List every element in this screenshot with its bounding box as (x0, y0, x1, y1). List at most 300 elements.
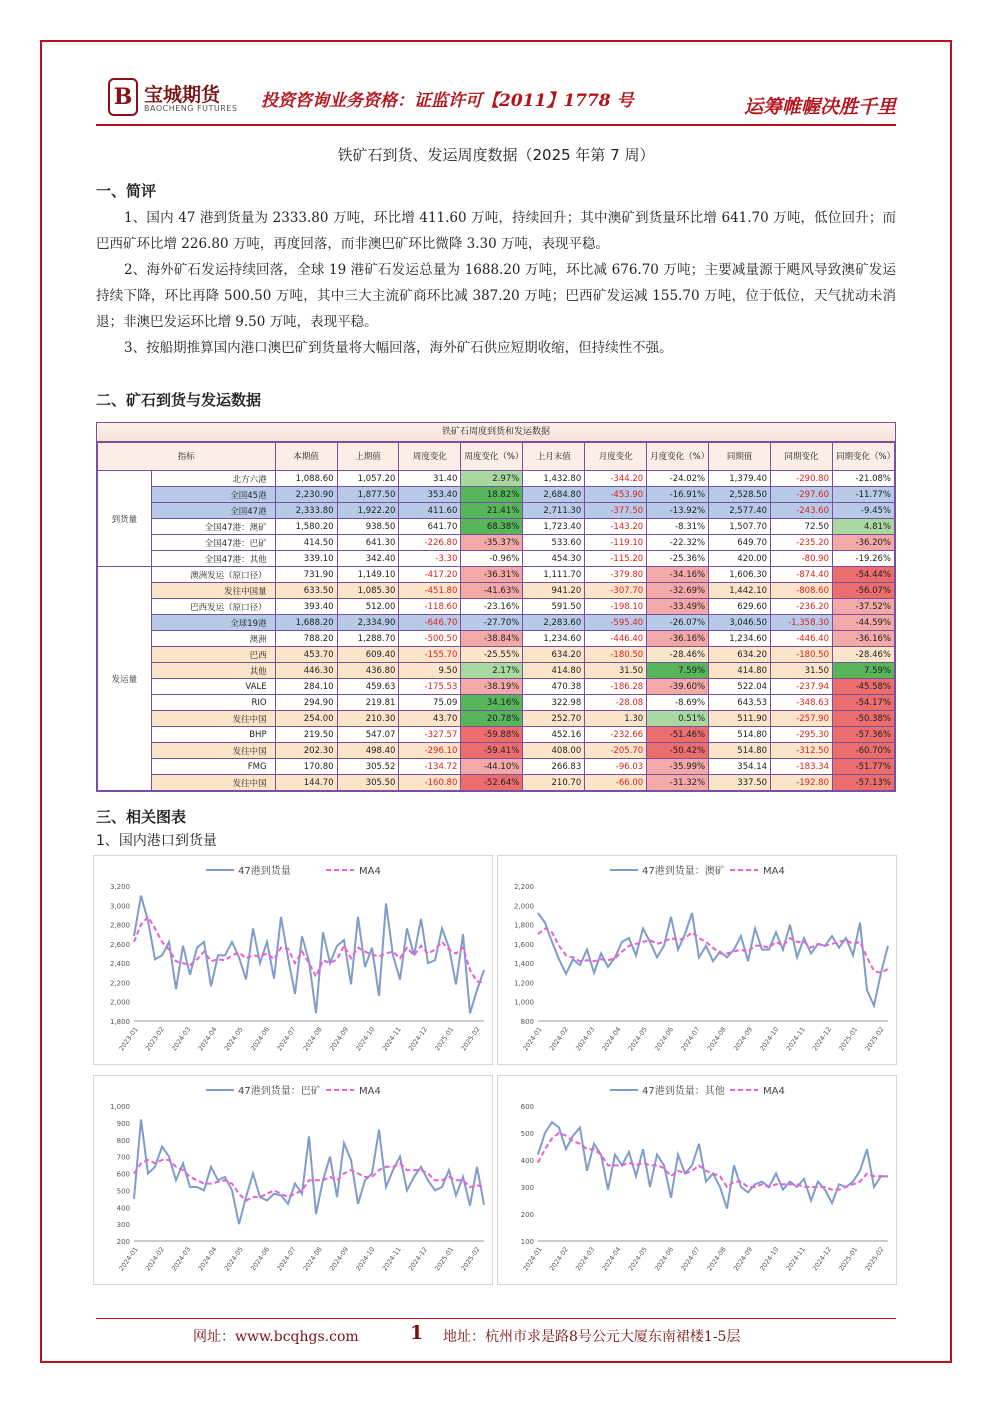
table-cell: 1,442.10 (709, 583, 771, 599)
column-header: 指标 (98, 443, 276, 471)
x-tick-label: 2024-12 (810, 1245, 834, 1273)
y-tick-label: 2,000 (109, 998, 130, 1007)
table-cell: -446.40 (771, 631, 833, 647)
y-tick-label: 2,200 (109, 979, 130, 988)
table-cell: 1.30 (585, 711, 647, 727)
table-cell: -38.84% (461, 631, 523, 647)
table-cell: 7.59% (833, 663, 895, 679)
x-tick-label: 2024-10 (354, 1245, 377, 1273)
table-cell: 2,528.50 (709, 487, 771, 503)
logo-mark-icon: B (108, 78, 138, 116)
table-cell: -205.70 (585, 743, 647, 759)
table-row (98, 759, 895, 775)
table-cell: 170.80 (275, 759, 337, 775)
table-cell: -874.40 (771, 567, 833, 583)
chart-legend (206, 864, 381, 877)
table-cell: 210.30 (337, 711, 399, 727)
table-cell: 414.50 (275, 535, 337, 551)
table-cell: 731.90 (275, 567, 337, 583)
company-motto: 运筹帷幄决胜千里 (743, 96, 896, 118)
x-tick-label: 2024-09 (731, 1025, 755, 1053)
table-cell: -38.19% (461, 679, 523, 695)
table-caption: 铁矿石周度到货和发运数据 (97, 423, 895, 442)
table-cell: 7.59% (647, 663, 709, 679)
table-cell: -44.59% (833, 615, 895, 631)
column-header: 上期值 (337, 443, 399, 471)
y-tick-label: 2,200 (513, 883, 534, 891)
table-cell: -290.80 (771, 471, 833, 487)
table-cell: 1,234.60 (523, 631, 585, 647)
logo-name-en: BAOCHENG FUTURES (144, 104, 238, 113)
table-cell: -235.20 (771, 535, 833, 551)
table-cell: 3,046.50 (709, 615, 771, 631)
y-tick-label: 3,000 (109, 902, 130, 911)
ma4-line (134, 917, 484, 983)
table-cell: 2,333.80 (275, 503, 337, 519)
x-tick-label: 2024-06 (653, 1025, 676, 1053)
table-cell: -237.94 (771, 679, 833, 695)
table-cell: -155.70 (399, 647, 461, 663)
x-tick-label: 2024-11 (380, 1025, 403, 1053)
table-cell: 522.04 (709, 679, 771, 695)
table-row (98, 535, 895, 551)
header-divider (96, 124, 896, 126)
row-label: 全国47港 (151, 503, 275, 519)
table-cell: -66.00 (585, 775, 647, 791)
row-label: 发往中国 (151, 711, 275, 727)
company-logo (108, 78, 238, 118)
x-tick-label: 2024-04 (600, 1025, 623, 1053)
table-cell: 219.50 (275, 727, 337, 743)
table-cell: -175.53 (399, 679, 461, 695)
row-label: 全国45港 (151, 487, 275, 503)
table-row (98, 471, 895, 487)
table-cell: 436.80 (337, 663, 399, 679)
x-tick-label: 2025-01 (837, 1025, 860, 1053)
table-cell: -41.63% (461, 583, 523, 599)
table-cell: -143.20 (585, 519, 647, 535)
table-cell: 20.78% (461, 711, 523, 727)
table-cell: -13.92% (647, 503, 709, 519)
table-cell: 2.97% (461, 471, 523, 487)
x-tick-label: 2024-04 (196, 1245, 219, 1273)
column-header: 周度变化（%） (461, 443, 523, 471)
y-tick-label: 200 (116, 1238, 130, 1246)
table-cell: 629.60 (709, 599, 771, 615)
table-cell: -296.10 (399, 743, 461, 759)
table-cell: 0.51% (647, 711, 709, 727)
legend-label-series: 47港到货量：巴矿 (238, 1086, 321, 1097)
x-tick-label: 2024-10 (758, 1025, 781, 1053)
x-tick-label: 2024-08 (705, 1025, 728, 1053)
table-cell: 1,111.70 (523, 567, 585, 583)
table-cell: -379.80 (585, 567, 647, 583)
table-cell: -23.16% (461, 599, 523, 615)
x-tick-label: 2024-08 (301, 1025, 324, 1053)
table-cell: 470.38 (523, 679, 585, 695)
table-cell: 1,723.40 (523, 519, 585, 535)
table-cell: 337.50 (709, 775, 771, 791)
y-tick-label: 500 (520, 1130, 534, 1138)
y-tick-label: 600 (116, 1170, 130, 1179)
y-tick-label: 800 (520, 1018, 534, 1026)
table-cell: -59.41% (461, 743, 523, 759)
table-cell: 305.52 (337, 759, 399, 775)
y-tick-label: 3,200 (109, 883, 130, 891)
table-cell: -183.34 (771, 759, 833, 775)
x-tick-label: 2024-11 (784, 1245, 807, 1273)
table-cell: -446.40 (585, 631, 647, 647)
x-tick-label: 2025-02 (863, 1245, 886, 1273)
table-cell: 4.81% (833, 519, 895, 535)
section-2-heading: 二、矿石到货与发运数据 (96, 391, 262, 409)
table-cell: 1,877.50 (337, 487, 399, 503)
page-number: 1 (410, 1322, 424, 1344)
x-tick-label: 2024-06 (653, 1245, 676, 1273)
table-cell: -16.91% (647, 487, 709, 503)
y-tick-label: 600 (520, 1103, 534, 1111)
table-cell: -36.20% (833, 535, 895, 551)
y-tick-label: 1,000 (109, 1103, 130, 1111)
ma4-line (538, 1133, 888, 1190)
table-cell: -134.72 (399, 759, 461, 775)
table-cell: 144.70 (275, 775, 337, 791)
subsection-heading: 1、国内港口到货量 (96, 833, 217, 849)
x-tick-label: 2025-01 (837, 1245, 860, 1273)
table-cell: -312.50 (771, 743, 833, 759)
y-tick-label: 900 (116, 1119, 130, 1128)
row-label: 澳洲 (151, 631, 275, 647)
table-cell: -417.20 (399, 567, 461, 583)
table-cell: -192.80 (771, 775, 833, 791)
table-cell: 21.41% (461, 503, 523, 519)
series-line (538, 1122, 888, 1208)
table-cell: 514.80 (709, 727, 771, 743)
table-cell: 634.20 (709, 647, 771, 663)
legend-label-ma4: MA4 (763, 1086, 785, 1097)
legend-label-ma4: MA4 (763, 866, 785, 877)
x-tick-label: 2024-09 (731, 1245, 755, 1273)
y-tick-label: 1,800 (109, 1018, 130, 1026)
table-cell: -57.36% (833, 727, 895, 743)
table-row (98, 695, 895, 711)
row-label: 全球19港 (151, 615, 275, 631)
x-tick-label: 2024-05 (222, 1245, 245, 1273)
column-header: 同期值 (709, 443, 771, 471)
table-cell: 633.50 (275, 583, 337, 599)
page-header (96, 72, 896, 124)
x-tick-label: 2024-03 (170, 1025, 193, 1053)
table-cell: -243.60 (771, 503, 833, 519)
legend-label-ma4: MA4 (359, 1086, 381, 1097)
table-cell: -9.45% (833, 503, 895, 519)
table-row (98, 599, 895, 615)
table-cell: -50.38% (833, 711, 895, 727)
logo-name-cn: 宝城期货 (144, 84, 221, 106)
x-tick-label: 2024-09 (327, 1025, 351, 1053)
table-cell: -180.50 (585, 647, 647, 663)
table-cell: -36.16% (833, 631, 895, 647)
x-tick-label: 2024-04 (600, 1245, 623, 1273)
x-tick-label: 2024-12 (810, 1025, 834, 1053)
table-cell: 1,085.30 (337, 583, 399, 599)
x-tick-label: 2024-11 (380, 1245, 403, 1273)
table-cell: 266.83 (523, 759, 585, 775)
table-cell: -31.32% (647, 775, 709, 791)
x-tick-label: 2024-10 (354, 1025, 377, 1053)
table-cell: -295.30 (771, 727, 833, 743)
x-tick-label: 2024-02 (547, 1245, 570, 1273)
y-tick-label: 400 (520, 1157, 534, 1165)
section-1-heading: 一、简评 (96, 182, 157, 200)
table-cell: 788.20 (275, 631, 337, 647)
y-tick-label: 1,200 (513, 979, 534, 988)
table-cell: 252.70 (523, 711, 585, 727)
table-cell: -28.46% (647, 647, 709, 663)
chart-47-ports-other (497, 1075, 897, 1285)
table-cell: 2,283.60 (523, 615, 585, 631)
table-cell: -808.60 (771, 583, 833, 599)
table-cell: -257.90 (771, 711, 833, 727)
table-cell: 353.40 (399, 487, 461, 503)
table-cell: -307.70 (585, 583, 647, 599)
table-cell: 1,057.20 (337, 471, 399, 487)
y-tick-label: 800 (116, 1136, 130, 1145)
x-tick-label: 2023-02 (143, 1025, 166, 1053)
row-label: 全国47港：其他 (151, 551, 275, 567)
x-tick-label: 2024-05 (626, 1245, 649, 1273)
legend-label-series: 47港到货量：澳矿 (642, 866, 725, 877)
table-cell: 498.40 (337, 743, 399, 759)
table-cell: -453.90 (585, 487, 647, 503)
row-label: 澳洲发运（原口径） (151, 567, 275, 583)
table-row (98, 775, 895, 791)
table-row (98, 711, 895, 727)
y-tick-label: 500 (116, 1187, 130, 1196)
table-cell: -377.50 (585, 503, 647, 519)
x-tick-label: 2024-06 (249, 1025, 272, 1053)
table-cell: -51.46% (647, 727, 709, 743)
summary-paragraph-1: 1、国内 47 港到货量为 2333.80 万吨，环比增 411.60 万吨，持续回升；其中澳矿到货量环比增 641.70 万吨，低位回升；而巴西矿环比增 226.80 万吨，再度回落，而非澳巴矿环比微降 3.30 万吨，表现平稳。 (96, 210, 896, 252)
table-cell: -28.46% (833, 647, 895, 663)
table-cell: 31.50 (585, 663, 647, 679)
table-cell: 31.40 (399, 471, 461, 487)
y-tick-label: 2,000 (513, 902, 534, 911)
y-tick-label: 2,600 (109, 940, 130, 949)
x-tick-label: 2024-02 (547, 1025, 570, 1053)
y-tick-label: 1,400 (513, 960, 534, 969)
x-tick-label: 2023-01 (117, 1025, 140, 1053)
table-row (98, 679, 895, 695)
table-cell: 210.70 (523, 775, 585, 791)
table-cell: 2,711.30 (523, 503, 585, 519)
x-tick-label: 2024-01 (117, 1245, 140, 1273)
footer-website[interactable]: 网址：www.bcqhgs.com (193, 1329, 359, 1345)
table-cell: 452.16 (523, 727, 585, 743)
x-tick-label: 2025-02 (459, 1025, 482, 1053)
table-cell: 453.70 (275, 647, 337, 663)
table-cell: -54.17% (833, 695, 895, 711)
table-cell: -54.44% (833, 567, 895, 583)
chart-47-ports-brazil (93, 1075, 493, 1285)
table-cell: 305.50 (337, 775, 399, 791)
x-tick-label: 2024-07 (679, 1025, 702, 1053)
x-tick-label: 2024-01 (521, 1245, 544, 1273)
table-cell: 1,507.70 (709, 519, 771, 535)
table-cell: -226.80 (399, 535, 461, 551)
x-tick-label: 2025-02 (459, 1245, 482, 1273)
x-tick-label: 2024-07 (275, 1025, 298, 1053)
table-cell: -451.80 (399, 583, 461, 599)
table-cell: 18.82% (461, 487, 523, 503)
y-tick-label: 1,600 (513, 940, 534, 949)
table-cell: -186.28 (585, 679, 647, 695)
x-tick-label: 2024-07 (679, 1245, 702, 1273)
table-cell: -232.66 (585, 727, 647, 743)
table-cell: 2.17% (461, 663, 523, 679)
table-cell: -37.52% (833, 599, 895, 615)
legend-label-series: 47港到货量：其他 (642, 1086, 725, 1097)
table-cell: -21.08% (833, 471, 895, 487)
chart-legend (206, 1084, 381, 1097)
table-cell: 2,334.90 (337, 615, 399, 631)
table-cell: -56.07% (833, 583, 895, 599)
section-3-heading: 三、相关图表 (96, 808, 187, 826)
table-cell: 1,580.20 (275, 519, 337, 535)
row-label: BHP (151, 727, 275, 743)
row-label: 巴西 (151, 647, 275, 663)
table-cell: -500.50 (399, 631, 461, 647)
table-cell: 547.07 (337, 727, 399, 743)
x-tick-label: 2025-01 (433, 1245, 456, 1273)
table-cell: -80.90 (771, 551, 833, 567)
table-cell: -32.69% (647, 583, 709, 599)
summary-paragraph-3: 3、按船期推算国内港口澳巴矿到货量将大幅回落，海外矿石供应短期收缩，但持续性不强。 (124, 340, 673, 356)
legend-label-series: 47港到货量 (238, 866, 291, 877)
table-cell: -28.08 (585, 695, 647, 711)
table-cell: -115.20 (585, 551, 647, 567)
y-tick-label: 700 (116, 1153, 130, 1162)
x-tick-label: 2024-06 (249, 1245, 272, 1273)
table-row (98, 551, 895, 567)
table-cell: -35.99% (647, 759, 709, 775)
table-cell: 1,606.30 (709, 567, 771, 583)
table-cell: 1,922.20 (337, 503, 399, 519)
x-tick-label: 2024-04 (196, 1025, 219, 1053)
table-cell: 34.16% (461, 695, 523, 711)
x-tick-label: 2024-11 (784, 1025, 807, 1053)
table-cell: -1,358.30 (771, 615, 833, 631)
ma4-line (134, 1160, 484, 1201)
table-row (98, 647, 895, 663)
table-cell: 454.30 (523, 551, 585, 567)
table-cell: 1,088.60 (275, 471, 337, 487)
x-tick-label: 2024-02 (143, 1245, 166, 1273)
table-cell: 393.40 (275, 599, 337, 615)
table-cell: 43.70 (399, 711, 461, 727)
column-header: 周度变化 (399, 443, 461, 471)
table-cell: 609.40 (337, 647, 399, 663)
table-cell: 75.09 (399, 695, 461, 711)
table-cell: -327.57 (399, 727, 461, 743)
table-body (98, 471, 895, 791)
table-cell: 591.50 (523, 599, 585, 615)
row-label: 发往中国 (151, 775, 275, 791)
column-header: 同期变化 (771, 443, 833, 471)
table-cell: -24.02% (647, 471, 709, 487)
table-cell: -348.63 (771, 695, 833, 711)
column-header: 上月末值 (523, 443, 585, 471)
table-cell: 411.60 (399, 503, 461, 519)
y-tick-label: 1,800 (513, 921, 534, 930)
y-tick-label: 300 (116, 1221, 130, 1230)
table-row (98, 487, 895, 503)
series-line (538, 913, 888, 1006)
ma4-line (538, 928, 888, 972)
footer-address: 地址：杭州市求是路8号公元大厦东南裙楼1-5层 (443, 1329, 741, 1345)
row-label: FMG (151, 759, 275, 775)
table-cell: -3.30 (399, 551, 461, 567)
column-header: 月度变化 (585, 443, 647, 471)
table-cell: -646.70 (399, 615, 461, 631)
table-cell: 1,432.80 (523, 471, 585, 487)
x-tick-label: 2024-03 (574, 1025, 597, 1053)
x-tick-label: 2024-08 (705, 1245, 728, 1273)
series-line (134, 1120, 484, 1225)
table-cell: 649.70 (709, 535, 771, 551)
x-tick-label: 2024-03 (170, 1245, 193, 1273)
table-cell: 641.70 (399, 519, 461, 535)
legend-label-ma4: MA4 (359, 866, 381, 877)
row-label: 全国47港：澳矿 (151, 519, 275, 535)
row-label: 发往中国量 (151, 583, 275, 599)
row-label: 全国47港：巴矿 (151, 535, 275, 551)
table-header-row (98, 443, 895, 471)
table-cell: -44.10% (461, 759, 523, 775)
table-cell: 938.50 (337, 519, 399, 535)
x-tick-label: 2024-03 (574, 1245, 597, 1273)
table-cell: -119.10 (585, 535, 647, 551)
x-tick-label: 2024-12 (406, 1245, 430, 1273)
table-cell: 72.50 (771, 519, 833, 535)
table-cell: -236.20 (771, 599, 833, 615)
x-tick-label: 2024-01 (521, 1025, 544, 1053)
summary-paragraph-2: 2、海外矿石发运持续回落，全球 19 港矿石发运总量为 1688.20 万吨，环比减 676.70 万吨；主要减量源于飓风导致澳矿发运持续下降，环比再降 500.50 万吨，其中三大主流矿商环比减 387.20 万吨；巴西矿发运减 155.70 万吨，位于低位，天气扰动未消退；非澳巴发运环比增 9.50 万吨，表现平稳。 (96, 262, 896, 330)
y-tick-label: 2,400 (109, 960, 130, 969)
table-cell: -26.07% (647, 615, 709, 631)
table-cell: 420.00 (709, 551, 771, 567)
table-row (98, 583, 895, 599)
table-row (98, 727, 895, 743)
table-row (98, 503, 895, 519)
row-label: VALE (151, 679, 275, 695)
table-cell: -60.70% (833, 743, 895, 759)
table-cell: 414.80 (523, 663, 585, 679)
table-cell: -25.55% (461, 647, 523, 663)
footer-divider (96, 1318, 896, 1319)
table-cell: -36.31% (461, 567, 523, 583)
table-cell: 1,379.40 (709, 471, 771, 487)
table-cell: -51.77% (833, 759, 895, 775)
table-cell: 641.30 (337, 535, 399, 551)
table-cell: -25.36% (647, 551, 709, 567)
table-cell: 941.20 (523, 583, 585, 599)
table-cell: 2,684.80 (523, 487, 585, 503)
x-tick-label: 2025-01 (433, 1025, 456, 1053)
table-cell: 2,230.90 (275, 487, 337, 503)
table-cell: -8.69% (647, 695, 709, 711)
y-tick-label: 400 (116, 1204, 130, 1213)
